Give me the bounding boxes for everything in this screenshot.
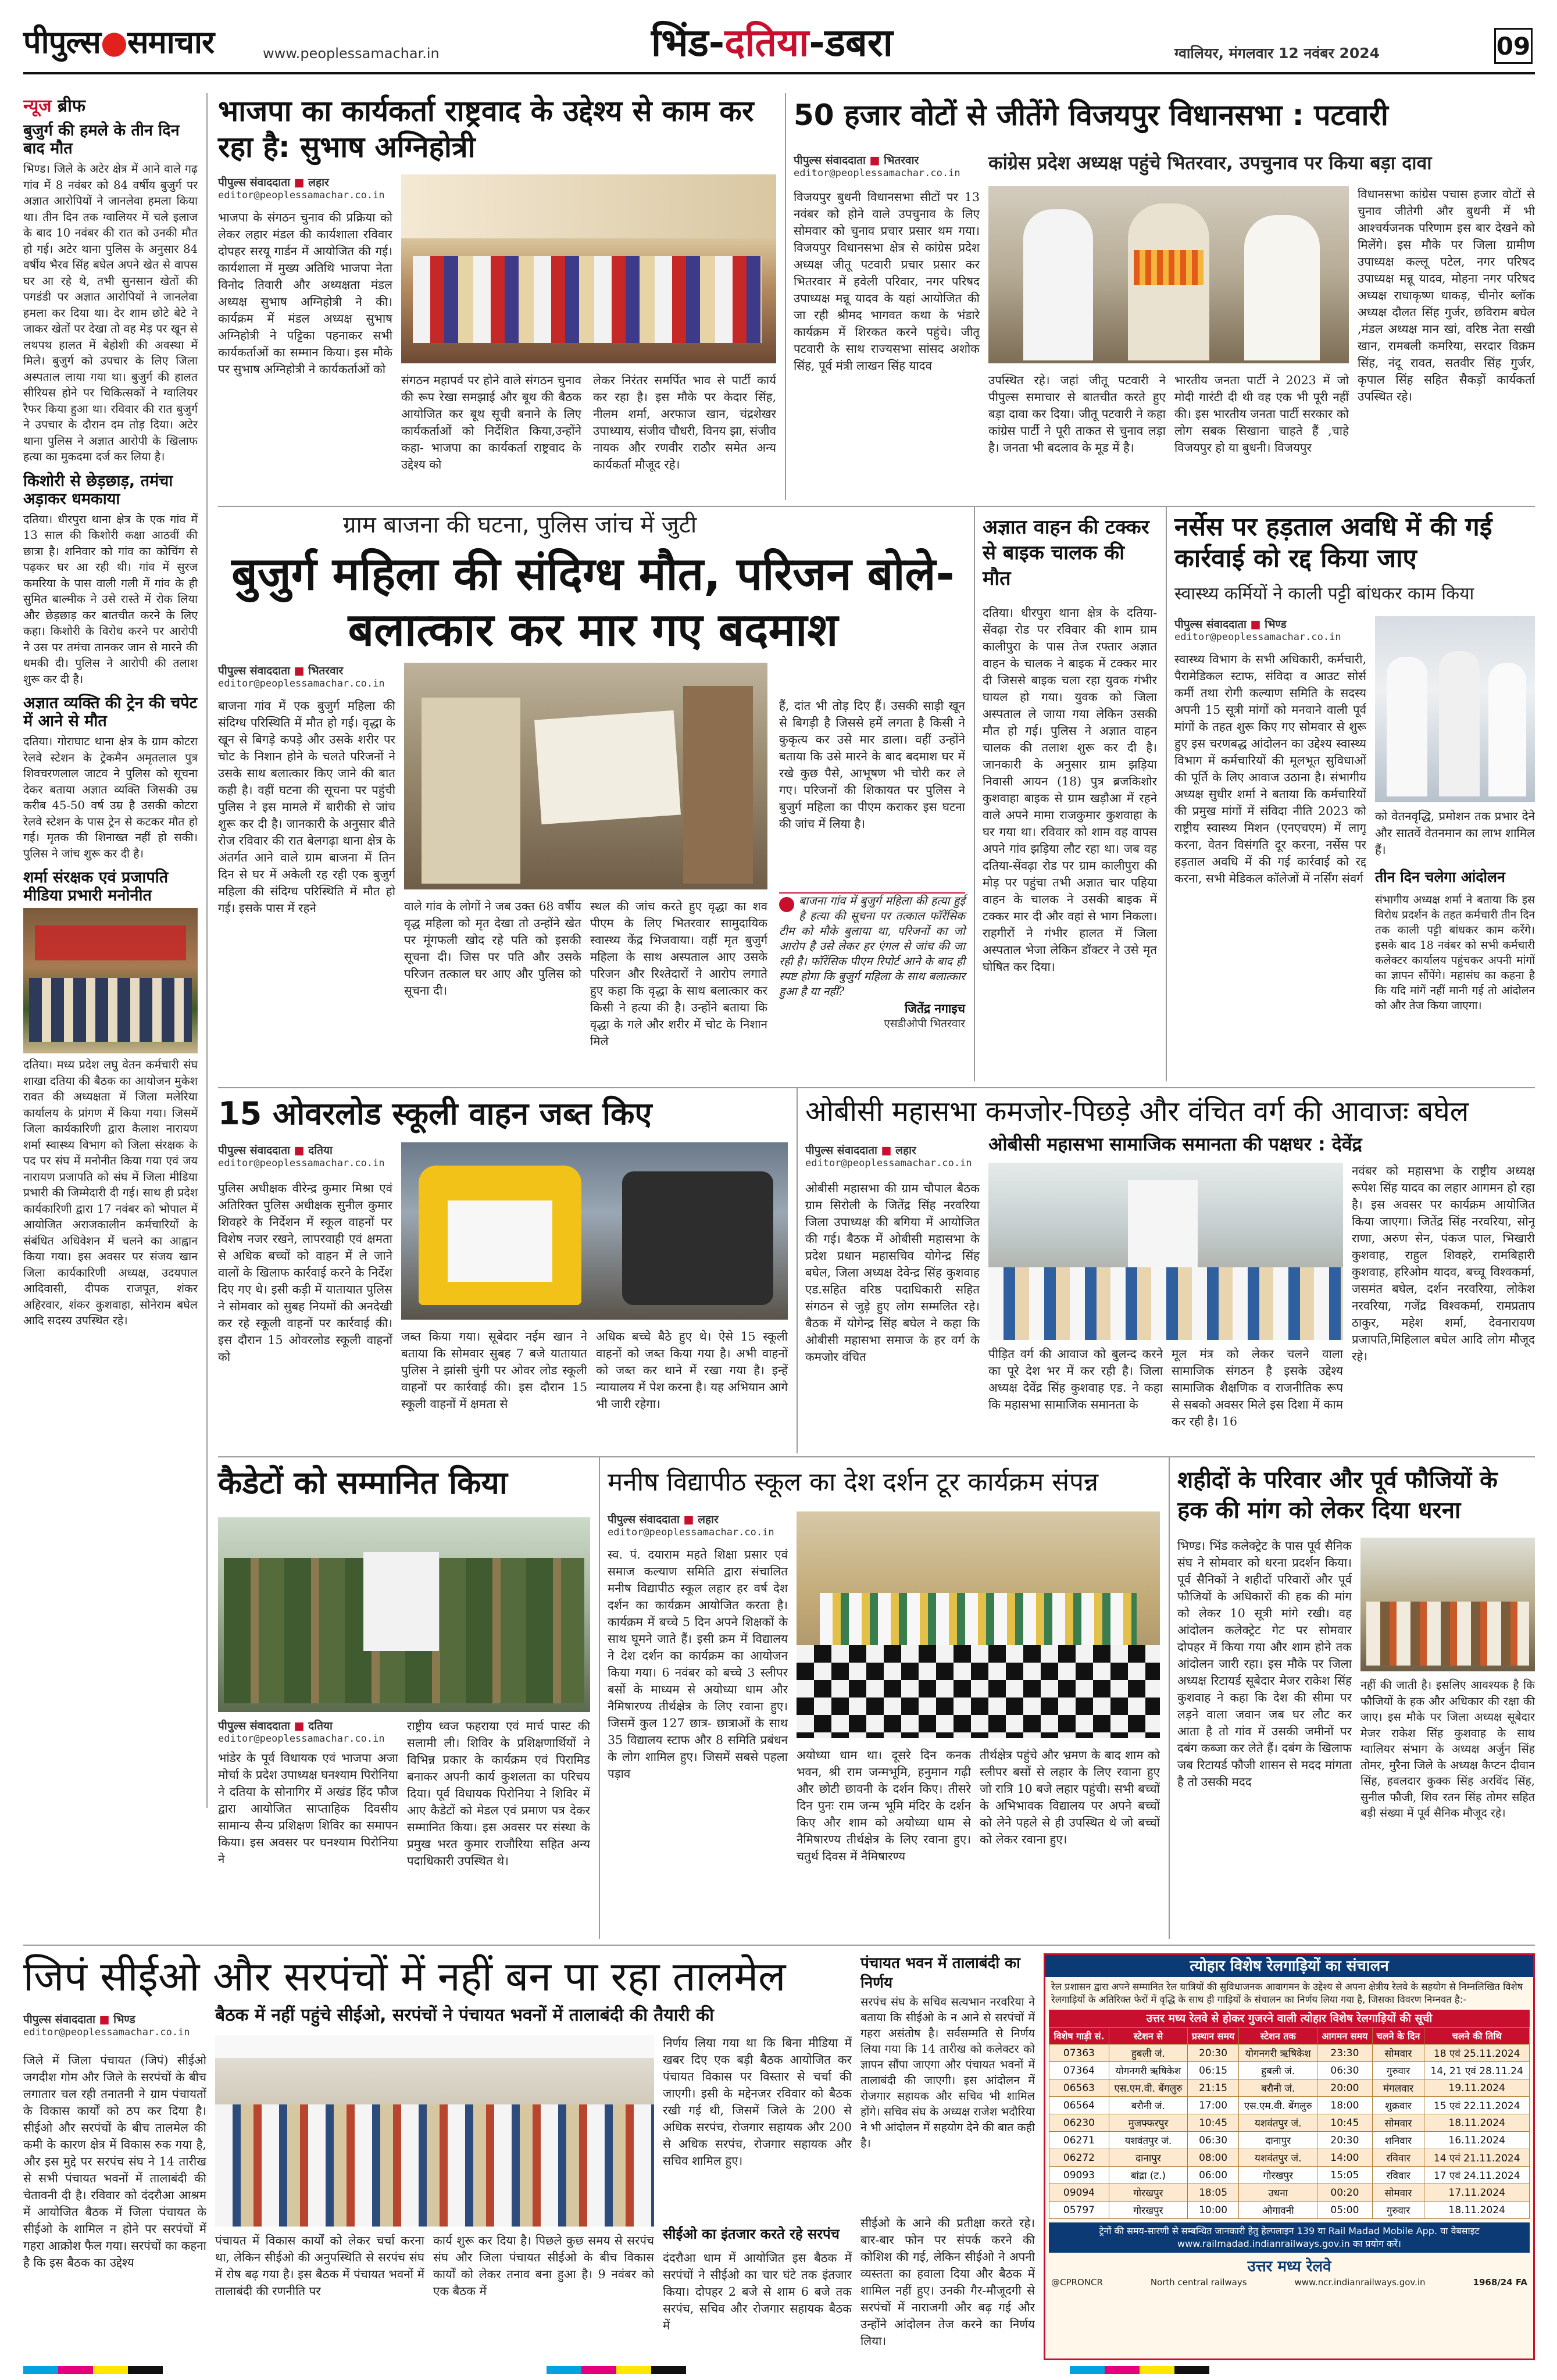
rail-col-train: विशेष गाड़ी सं. — [1049, 2028, 1109, 2045]
row2-rule — [218, 1087, 1535, 1088]
brand-dot-icon: ● — [100, 24, 127, 60]
brief-3-body: दतिया। गोराघाट थाना क्षेत्र के ग्राम कोटरा रेलवे स्टेशन के ट्रेकमैन अमृतलाल पुत्र शिवचरणलाल जाटव ने पुलिस को सूचना देकर बताया अज्ञात व्यक्ति जिसकी उम्र करीब 45-50 वर्ष उम्र है उसकी कोटरा रेलवे स्टेशन के पास ट्रेन से कटकर मौत हो गई। मृतक की शिनाख्त नहीं हो सकी। पुलिस ने जांच शुरू कर दी है। — [23, 735, 198, 860]
rail-cell: 06:30 — [1187, 2132, 1238, 2149]
brief-title-a: न्यूज — [23, 96, 52, 116]
rail-cell: 00:20 — [1317, 2184, 1372, 2202]
story4-body: दतिया। धीरपुरा थाना क्षेत्र के दतिया-सेंवढ़ा रोड पर रविवार की शाम ग्राम कालीपुरा के पास तेज रफ्तार अज्ञात वाहन के चालक ने बाइक में टक्कर मार दी जिससे बाइक चला रहा युवक गंभीर घायल हो गया। युवक को जिला अस्पताल ले जाया गया लेकिन उसकी मौत हो गई। पुलिस ने अज्ञात वाहन चालक की तलाश शुरू कर दी है। जानकारी के अनुसार ग्राम झड़िया निवासी आयन (18) पुत्र ब्रजकिशोर कुशवाहा बाइक से ग्राम खड़ौआ में रहने वाले अपने मामा राजकुमार कुशवाहा के घर गया था। रविवार को शाम वह वापस अपने गांव झड़िया लौट रहा था। जब वह दतिया-सेंवढ़ा रोड पर ग्राम कालीपुरा की मोड़ पर पहुंचा तभी अज्ञात चार पहिया वाहन के चालक ने उसकी बाइक में टक्कर मार दी और वहां से भाग निकला। राहगीरों ने गंभीर हालत में जिला अस्पताल भेजा लेकिन डॉक्टर ने उसे मृत घोषित कर दिया। — [983, 606, 1157, 974]
story7-byline — [805, 1142, 980, 1169]
section-title — [651, 21, 893, 65]
story5-email: editor@peoplessamachar.co.in — [1174, 631, 1341, 643]
story3-col1: बाजना गांव में एक बुजुर्ग महिला की संदिग्ध परिस्थिति में मौत हो गई। वृद्धा के खून से बिगड़े कपड़े और उसके शरीर पर चोट के निशान होने के चलते परिजनों ने उसके साथ बलात्कार किए जाने की बात कही है। वहीं घटना की सूचना पर पहुंची पुलिस ने इस मामले में बारीकी से जांच शुरू कर दी है। जानकारी के अनुसार बीते रोज रविवार की रात बेलगढ़ा थाना क्षेत्र के अंतर्गत आने वाले ग्राम बाजना में तिन दिन से घर में अकेली रह रही एक बुजुर्ग महिला की संदिग्ध परिस्थिति में मौत हो गई। इसके पास में रहने — [218, 699, 395, 915]
rail-cell: 18:05 — [1187, 2184, 1238, 2202]
rail-cell: 20:30 — [1187, 2045, 1238, 2062]
story6-col2: जब्त किया गया। सूबेदार नईम खान ने बताया कि सोमवार सुबह 7 बजे यातायात पुलिस ने झांसी चुंगी पर ओवर लोड स्कूली वाहनों पर कार्रवाई की। इस दौरान 15 स्कूली वाहनों में क्षमता से — [401, 1330, 587, 1411]
rail-ad-subtitle: उत्तर मध्य रेलवे से होकर गुजरने वाली त्योहार विशेष रेलगाड़ियों की सूची — [1049, 2010, 1530, 2027]
story3-reporter: पीपुल्स संवाददाता — [218, 664, 290, 677]
rail-cell: 06563 — [1049, 2079, 1109, 2097]
story1-rule — [785, 93, 786, 500]
rail-cell: दानापुर — [1109, 2149, 1187, 2167]
story2-reporter: पीपुल्स संवाददाता — [794, 154, 866, 167]
rail-cell: बांद्रा (ट.) — [1109, 2167, 1187, 2184]
rail-table-row — [1049, 2202, 1530, 2219]
story11-byline — [23, 2011, 206, 2038]
rail-cell: 06272 — [1049, 2149, 1109, 2167]
story6-col3: अधिक बच्चे बैठे हुए थे। ऐसे 15 स्कूली वाहनों को जब्त किया गया है। अभी वाहनों को जब्त कर थाने में रखा गया है। इन्हें न्यायालय में पेश करना है। यह अभियान आगे भी जारी रहेगा। — [596, 1330, 788, 1411]
story11-byline-text: पीपुल्स संवाददाता ■ भिण्ड — [23, 2013, 135, 2026]
story11-col5: दंदरौआ धाम में आयोजित इस बैठक में सरपंचों ने सीईओ का चार घंटे तक इंतजार किया। दोपहर 2 बजे से शाम 6 बजे तक सरपंच, सचिव और रोजगार सहायक बैठक में — [663, 2251, 852, 2332]
rail-table-body — [1049, 2045, 1530, 2219]
story9-col1: स्व. पं. दयाराम महते शिक्षा प्रसार एवं समाज कल्याण समिति द्वारा संचालित मनीष विद्यापीठ स्कूल लहार हर वर्ष देश दर्शन का कार्यक्रम आयोजित करता है। कार्यक्रम में बच्चे 5 दिन अपने शिक्षकों के साथ घूमने जाते हैं। इसी क्रम में विद्यालय ने देश दर्शन का कार्यक्रम का आयोजन किया गया। 6 नवंबर को बच्चे 3 स्लीपर बसों के माध्यम से अयोध्या धाम और नैमिषारण्य तीर्थक्षेत्र के लिए रवाना हुए। जिसमें कुल 127 छात्र- छात्राओं के साथ 35 विद्यालय स्टाफ और 8 समिति प्रबंधन के लोग शामिल हुए। जिसमें सबसे पहला पड़ाव — [608, 1548, 788, 1781]
rail-cell: एस.एम.वी. बेंगलुरु — [1109, 2079, 1187, 2097]
story8-reporter: पीपुल्स संवाददाता — [218, 1720, 290, 1732]
story6-byline — [218, 1142, 392, 1169]
rail-cell: गुरुवार — [1372, 2062, 1424, 2079]
story9-email: editor@peoplessamachar.co.in — [608, 1527, 774, 1538]
rail-cell: योगनगरी ऋषिकेश — [1239, 2045, 1317, 2062]
story9-reporter: पीपुल्स संवाददाता — [608, 1513, 680, 1526]
story11-col4: निर्णय लिया गया था कि बिना मीडिया में खबर दिए एक बड़ी बैठक आयोजित कर पंचायत विकास पर विस्तार से चर्चा की जाएगी। इसी के मद्देनजर रविवार को बैठक रखी गई थी, जिसमें जिले के 200 से अधिक सरपंच, रोजगार सहायक और 200 से अधिक सरपंच, रोजगार सहायक और सचिव शामिल हुए। — [663, 2036, 852, 2168]
story2-col3: भारतीय जनता पार्टी ने 2023 में जो मोदी गारंटी दी थी वह एक भी पूरी नहीं की। इस भारतीय जनता पार्टी सरकार को लोग सबक सिखाना चाहते हैं ,चाहे विजयपुर हो या बुधनी। विजयपुर — [1174, 373, 1349, 455]
story5-subheadline: स्वास्थ्य कर्मियों ने काली पट्टी बांधकर काम किया — [1174, 584, 1474, 604]
rail-cell: 10:45 — [1187, 2114, 1238, 2132]
page-number: 09 — [1494, 28, 1533, 64]
story1-email: editor@peoplessamachar.co.in — [218, 190, 385, 201]
story8-byline-text: पीपुल्स संवाददाता ■ दतिया — [218, 1720, 333, 1732]
story8-headline: कैडेटों को सम्मानित किया — [218, 1464, 508, 1501]
story6-rule — [797, 1087, 798, 1453]
rail-cell: 17:00 — [1187, 2097, 1238, 2114]
rail-table-row — [1049, 2097, 1530, 2114]
rail-cell: 10:00 — [1187, 2202, 1238, 2219]
rail-cell: 06:30 — [1317, 2062, 1372, 2079]
story8-col2: राष्ट्रीय ध्वज फहराया एवं मार्च पास्ट की सलामी ली। शिविर के प्रशिक्षणार्थियों ने विभिन्न प्रकार के कार्यक्रम एवं पिरामिड बनाकर अपनी कार्य कुशलता का परिचय दिया। पूर्व विधायक पिरोनिया ने शिविर में आए कैडेटों को मेडल एवं प्रमाण पत्र देकर सम्मानित किया। इस अवसर पर संस्था के प्रमुख भरत कुमार राजौरिया सहित अन्य पदाधिकारी उपस्थित थे। — [407, 1719, 590, 1868]
rail-cell: ओगावनी — [1239, 2202, 1317, 2219]
rail-cell: बरौनी जं. — [1109, 2097, 1187, 2114]
story6-byline-text: पीपुल्स संवाददाता ■ दतिया — [218, 1144, 333, 1157]
rail-cell: 06:15 — [1187, 2062, 1238, 2079]
rail-social-handle[interactable]: @CPRONCR — [1051, 2277, 1103, 2288]
story11-col6: सरपंच संघ के सचिव सत्यभान नरवरिया ने बताया कि सीईओ के न आने से सरपंचों में गहरा असंतोष है। सर्वसम्मति से निर्णय लिया गया कि 14 तारीख को कलेक्टर को ज्ञापन सौंपा जाएगा और पंचायत भवनों में तालाबंदी की जाएगी। इस आंदोलन में रोजगार सहायक और सचिव भी शामिल होंगे। सचिव संघ के अध्यक्ष राजेश भदौरिया ने भी आंदोलन में सहयोग देने की बात कही है। — [860, 1995, 1035, 2150]
rail-ad-footer: ट्रेनों की समय-सारणी से सम्बन्धित जानकारी हेतु हेल्पलाइन 139 या Rail Madad Mobile App. या वेबसाइट www.railmadad.indianrailways.gov.in का प्रयोग करें। — [1049, 2222, 1530, 2253]
story8-email: editor@peoplessamachar.co.in — [218, 1733, 385, 1745]
rail-cell: रविवार — [1372, 2149, 1424, 2167]
story5-col2: को वेतनवृद्धि, प्रमोशन तक प्रभार देने और सातवें वेतनमान का लाभ शामिल हैं। — [1375, 809, 1535, 857]
story7-subheadline: ओबीसी महासभा सामाजिक समानता की पक्षधर : देवेंद्र — [988, 1133, 1362, 1155]
rail-cell: 06230 — [1049, 2114, 1109, 2132]
story1-photo — [401, 174, 776, 363]
story7-reporter: पीपुल्स संवाददाता — [805, 1144, 877, 1157]
rail-cell: शनिवार — [1372, 2132, 1424, 2149]
story1-byline-text: पीपुल्स संवाददाता ■ लहार — [218, 176, 329, 189]
news-brief-column — [23, 93, 198, 1808]
rail-cell: 09093 — [1049, 2167, 1109, 2184]
row1-rule — [218, 506, 1535, 507]
rail-cell: गुरुवार — [1372, 2202, 1424, 2219]
rail-cell: 23:30 — [1317, 2045, 1372, 2062]
story8-place: दतिया — [308, 1720, 333, 1732]
rail-cell: 14, 21 एवं 28.11.24 — [1424, 2062, 1530, 2079]
section-b: दतिया — [724, 20, 809, 65]
rail-cell: हुबली जं. — [1109, 2045, 1187, 2062]
story3-quote-text: बाजना गांव में बुजुर्ग महिला की हत्या हुई है हत्या की सूचना पर तत्काल फॉरेंसिक टीम को मौके बुलाया था, परिजनों का जो आरोप है उसे लेकर हर एंगल से जांच की जा रही है। फॉरेंसिक पीएम रिपोर्ट आने के बाद ही स्पष्ट होगा कि बुजुर्ग महिला के साथ बलात्कार हुआ है या नहीं? — [779, 894, 965, 998]
rail-cell: 21:15 — [1187, 2079, 1238, 2097]
brief-2-body: दतिया। धीरपुरा थाना क्षेत्र के एक गांव में 13 साल की किशोरी कक्षा आठवीं की छात्रा है। शनिवार को गांव का कोचिंग से पढ़कर घर आ रही थी। गांव में सुरज कमरिया के पास वाली गली में गांव के ही सुमित बाल्मीक ने उसे रास्ते में रोक लिया और छेड़छाड़ कर बातचीत करने के लिए कहा। किशोरी के विरोध करने पर आरोपी ने उस पर तमंचा तानकर जान से मारने की धमकी दी। पुलिस ने आरोपी की तलाश शुरू कर दी है। — [23, 512, 198, 686]
story1-headline: भाजपा का कार्यकर्ता राष्ट्रवाद के उद्देश्य से काम कर रहा है: सुभाष अग्निहोत्री — [218, 94, 754, 164]
rail-table-row — [1049, 2184, 1530, 2202]
story2-byline-text: पीपुल्स संवाददाता ■ भितरवार — [794, 154, 919, 167]
story3-byline — [218, 663, 392, 689]
rail-cell: 09094 — [1049, 2184, 1109, 2202]
story3-rule — [974, 506, 975, 1081]
story3-col4: हैं, दांत भी तोड़ दिए हैं। उसकी साड़ी खून से बिगड़ी है जिससे हमें लगता है किसी ने कुकृत्य कर उसे मार डाला। वहीं उन्होंने बताया कि उसे मारने के बाद बदमाश घर में रखे कुछ पैसे, आभूषण भी चोरी कर ले गए। परिजनों की शिकायत पर पुलिस ने बुजुर्ग महिला का पीएम कराकर इस घटना की जांच में लिया है। — [779, 699, 965, 831]
rail-cell: शुक्रवार — [1372, 2097, 1424, 2114]
rail-table-row — [1049, 2114, 1530, 2132]
rail-cell: रविवार — [1372, 2167, 1424, 2184]
rail-table-row — [1049, 2062, 1530, 2079]
rail-cell: यशवंतपुर जं. — [1109, 2132, 1187, 2149]
rail-cell: 06271 — [1049, 2132, 1109, 2149]
row4-rule — [23, 1945, 1535, 1946]
story3-email: editor@peoplessamachar.co.in — [218, 678, 385, 689]
story1-col3: लेकर निरंतर समर्पित भाव से पार्टी कार्य कर रहा है। इस मौके पर केदार सिंह, नीलम शर्मा, अरफाज खान, चंद्रशेखर उपाध्याय, संजीव चौधरी, विनय झा, संजीव नायक और रणवीर राठौर समेत अन्य कार्यकर्ता मौजूद रहे। — [593, 373, 776, 471]
story6-place: दतिया — [308, 1144, 333, 1157]
brief-rule — [206, 93, 208, 1808]
masthead — [23, 16, 1535, 74]
rail-cell: 15:05 — [1317, 2167, 1372, 2184]
rail-ad-intro: रेल प्रशासन द्वारा अपने सम्मानित रेल यात्रियों की सुविधाजनक आवागमन के उद्देश्य से अपना क्षेत्रीय रेलवे के सहयोग से निम्नलिखित विशेष रेलगाड़ियों के अतिरिक्त फेरों में वृद्धि के साथ ही गाड़ियों के संचालन का निर्णय लिया गया है, जिसका विवरण निम्नवत है:- — [1051, 1981, 1523, 2005]
rail-col-to: स्टेशन तक — [1239, 2028, 1317, 2045]
rail-cell: हुबली जं. — [1239, 2062, 1317, 2079]
story5-place: भिण्ड — [1265, 618, 1287, 631]
story9-place: लहार — [698, 1513, 719, 1526]
brief-3-headline: अज्ञात व्यक्ति की ट्रेन की चपेट में आने से मौत — [23, 694, 198, 731]
rail-table-row — [1049, 2132, 1530, 2149]
brand-right: समाचार — [127, 24, 215, 60]
brief-4-photo — [23, 908, 198, 1053]
story10-body1: भिण्ड। भिंड कलेक्ट्रेट के पास पूर्व सैनिक संघ ने सोमवार को धरना प्रदर्शन किया। पूर्व सैनिकों ने शहीदों परिवारों और पूर्व फौजियों के अधिकारों की हक की मांग को लेकर 10 सूत्री मांगे रखी। वह आंदोलन कलेक्ट्रेट गेट पर सोमवार दोपहर में किया गया और शाम होने तक आंदोलन जारी रहा। इस मौके पर जिला अध्यक्ष रिटायर्ड सूबेदार मेजर राकेश सिंह कुशवाह ने कहा कि देश की सीमा पर लड़ने वाला जवान जब घर लौट कर आता है तो गांव में उसकी जमीनों पर दबंग कब्जा कर लेते हैं। दबंग के खिलाफ जब रिटायर्ड फौजी शासन से मदद मांगता है तो उसकी मदद — [1177, 1539, 1352, 1789]
rail-cell: उधना — [1239, 2184, 1317, 2202]
rail-cell: 18:00 — [1317, 2097, 1372, 2114]
rail-cell: 18 एवं 25.11.2024 — [1424, 2045, 1530, 2062]
story2-headline: 50 हजार वोटों से जीतेंगे विजयपुर विधानसभा : पटवारी — [794, 98, 1388, 132]
dateline: ग्वालियर, मंगलवार 12 नवंबर 2024 — [1174, 45, 1380, 62]
rail-cell: 14 एवं 21.11.2024 — [1424, 2149, 1530, 2167]
section-a: भिंड- — [651, 20, 725, 65]
rail-cell: 20:00 — [1317, 2079, 1372, 2097]
story11-col1: जिले में जिला पंचायत (जिपं) सीईओ जगदीश गोम और जिले के सरपंचों के बीच लगातार चल रही तनातनी ने ग्राम पंचायतों के विकास कार्यों को ठप कर दिया है। सीईओ और सरपंचों के बीच तालमेल की कमी के कारण क्षेत्र में विकास रुक गया है, और इस मुद्दे पर सरपंच संघ ने 14 तारीख से सभी पंचायत भवनों में तालाबंदी की चेतावनी दी है। रविवार को दंदरौआ आश्रम में आयोजित बैठक में जिला पंचायत के सीईओ के शामिल न होने पर सरपंचों में गहरा आक्रोश फैल गया। सरपंचों का कहना है कि इस बैठक का उद्देश्य — [23, 2053, 206, 2270]
rail-cell: 06564 — [1049, 2097, 1109, 2114]
story1-place: लहार — [308, 176, 329, 189]
rail-cell: 14:00 — [1317, 2149, 1372, 2167]
rail-cell: गोरखपुर — [1109, 2202, 1187, 2219]
story2-col4: विधानसभा कांग्रेस पचास हजार वोटों से चुनाव जीतेगी और बुधनी में भी आश्चर्यजनक परिणाम इस बार देखने को मिलेंगे। इस मौके पर जिला ग्रामीण उपाध्यक्ष कल्लू पटेल, नगर परिषद उपाध्यक्ष मन्नू यादव, मोहना नगर परिषद अध्यक्ष राधाकृष्ण धाकड़, चीनोर ब्लॉक अध्यक्ष दौलत सिंह गुर्जर, छविराम बघेल ,मंडल अध्यक्ष मान खां, वरिष्ठ नेता सखी खान, रामबली कमरिया, सरदार विक्रम सिंह, नंदू रावत, सतवीर सिंह गुर्जर, कृपाल सिंह सहित सैकड़ों कार्यकर्ता उपस्थित रहे। — [1358, 187, 1535, 403]
story10-body2: नहीं की जाती है। इसलिए आवश्यक है कि फौजियों के हक और अधिकार की रक्षा की जाए। इस मौके पर जिला अध्यक्ष सूबेदार मेजर राकेश सिंह कुशवाह के साथ ग्वालियर संभाग के अध्यक्ष अर्जुन सिंह तोमर, मुरैना जिले के अध्यक्ष कैप्टन दीवान सिंह, हवलदार कुक्क सिंह अरविंद सिंह, सुनील फौजी, शिव रतन सिंह तोमर सहित बड़ी संख्या में पूर्व सैनिक मौजूद रहे। — [1360, 1678, 1535, 1820]
story7-email: editor@peoplessamachar.co.in — [805, 1157, 972, 1169]
rail-cell: 07364 — [1049, 2062, 1109, 2079]
brief-1-headline: बुजुर्ग की हमले के तीन दिन बाद मौत — [23, 121, 180, 158]
story8-photo — [218, 1517, 590, 1712]
rail-table-row — [1049, 2149, 1530, 2167]
story9-col2: अयोध्या धाम था। दूसरे दिन कनक भवन, श्री राम जन्मभूमि, हनुमान गढ़ी और छोटी छावनी के दर्शन किए। तीसरे दिन पुनः राम जन्म भूमि मंदिर के दर्शन किए और शाम को अयोध्या धाम से नैमिषारण्य तीर्थक्षेत्र के लिए रवाना हुए। चतुर्थ दिवस में नैमिषारण्य — [797, 1748, 971, 1863]
story5-subhead: तीन दिन चलेगा आंदोलन — [1375, 869, 1505, 885]
story7-photo — [988, 1163, 1343, 1340]
rail-ad-title: त्योहार विशेष रेलगाड़ियों का संचालन — [1045, 1955, 1533, 1977]
story9-rule — [1169, 1456, 1170, 1939]
story6-reporter: पीपुल्स संवाददाता — [218, 1144, 290, 1157]
rail-ad-code: 1968/24 FA — [1473, 2277, 1527, 2288]
story3-col2: वाले गांव के लोगों ने जब उक्त 68 वर्षीय वृद्ध महिला को मृत देखा तो उन्होंने खेत पर मूंगफली खोद रहे पति को इसकी सूचना दी। जिस पर पति और उसके परिजन तत्काल घर आए और पुलिस को सूचना दी। — [404, 899, 581, 998]
story6-email: editor@peoplessamachar.co.in — [218, 1157, 385, 1169]
rail-cell: 07363 — [1049, 2045, 1109, 2062]
story2-subheadline: कांग्रेस प्रदेश अध्यक्ष पहुंचे भितरवार, उपचुनाव पर किया बड़ा दावा — [988, 152, 1432, 174]
rail-cell: योगनगरी ऋषिकेश — [1109, 2062, 1187, 2079]
story7-col4: नवंबर को महासभा के राष्ट्रीय अध्यक्ष रूपेश सिंह यादव का लहार आगमन हो रहा है। इस अवसर पर कार्यक्रम आयोजित किया जाएगा। जितेंद्र सिंह नरवरिया, सोनू राणा, अरुण सेन, पंकज पाल, भिखारी कुशवाह, राहुल शिवहरे, रामबिहारी कुशवाह, हरिओम यादव, बच्चू विश्वकर्मा, जसमंत बघेल, दर्शन नरवरिया, लोकेश नरवरिया, गजेंद्र विश्वकर्मा, रामप्रताप ठाकुर, महेश शर्मा, देवनारायण प्रजापति,मिहिलाल बघेल आदि लोग मौजूद रहे। — [1352, 1164, 1535, 1363]
story7-col2: पीड़ित वर्ग की आवाज को बुलन्द करने का पूरे देश भर में कर रही है। जिला अध्यक्ष देवेंद्र सिंह कुशवाह एड. ने कहा कि महासभा सामाजिक समानता के — [988, 1347, 1163, 1411]
story11-place: भिण्ड — [113, 2013, 135, 2026]
rail-cell: 08:00 — [1187, 2149, 1238, 2167]
story2-byline — [794, 152, 980, 179]
story3-quote-title: एसडीओपी भितरवार — [884, 1017, 965, 1031]
story11-subhead1: सीईओ का इंतजार करते रहे सरपंच — [663, 2226, 840, 2242]
story3-headline: बुजुर्ग महिला की संदिग्ध मौत, परिजन बोले-बलात्कार कर मार गए बदमाश — [231, 548, 955, 656]
story11-col2: पंचायत में विकास कार्यों को लेकर चर्चा करना था, लेकिन सीईओ की अनुपस्थिति से सरपंच संघ में रोष बढ़ गया है। इस बैठक में पंचायत भवनों में तालाबंदी की रणनीति पर — [215, 2234, 424, 2298]
story11-reporter: पीपुल्स संवाददाता — [23, 2013, 95, 2026]
rail-cell: सोमवार — [1372, 2045, 1424, 2062]
rail-cell: 10:45 — [1317, 2114, 1372, 2132]
story6-photo — [401, 1142, 788, 1320]
rail-ad — [1044, 1953, 1535, 2360]
rail-cell: 05797 — [1049, 2202, 1109, 2219]
story1-col2: संगठन महापर्व पर होने वाले संगठन चुनाव की रूप रेखा समझाई और बूथ की बैठक आयोजित कर बूथ सूची बनाने के लिए कार्यकर्ताओं को निर्देशित किया,उन्होंने कहा- भाजपा का कार्यकर्ता राष्ट्रवाद के उद्देश्य को — [401, 373, 581, 471]
rail-table-row — [1049, 2167, 1530, 2184]
brief-2-headline: किशोरी से छेड़छाड़, तमंचा अड़ाकर धमकाया — [23, 471, 173, 508]
story7-byline-text: पीपुल्स संवाददाता ■ लहार — [805, 1144, 916, 1157]
rail-col-dates: चलने की तिथि — [1424, 2028, 1530, 2045]
rail-cell: 17 एवं 24.11.2024 — [1424, 2167, 1530, 2184]
story2-photo — [988, 186, 1349, 363]
story3-col3: स्थल की जांच करते हुए वृद्धा का शव पीएम के लिए भितरवार सामुदायिक स्वास्थ्य केंद्र भिजवाया। वहीं मृत बुजुर्ग महिला के साथ अस्पताल आए उसके परिजन और रिश्तेदारों ने आरोप लगाते हुए कहा कि वृद्धा के साथ बलात्कार कर किसी ने हत्या की है। उन्होंने बताया कि वृद्धा के गले और शरीर में चोट के निशान मिले — [590, 899, 767, 1048]
story2-email: editor@peoplessamachar.co.in — [794, 167, 960, 179]
story5-photo — [1375, 616, 1535, 802]
story2-col2: उपस्थित रहे। जहां जीतू पटवारी ने पीपुल्स समाचार से बातचीत करते हुए बड़ा दावा कर दिया। जीतू पटवारी ने कहा कांग्रेस पार्टी ने पूरी ताकत से चुनाव लड़ा है। जनता भी बदलाव के मूड में है। — [988, 373, 1166, 455]
brief-4-body: दतिया। मध्य प्रदेश लघु वेतन कर्मचारी संघ शाखा दतिया की बैठक का आयोजन मुकेश रावत की अध्यक्षता में जिला मलेरिया कार्यालय के प्रांगण में किया गया। जिसमें जिला कार्यकारिणी द्वारा कैलाश नारायण शर्मा स्वास्थ्य विभाग को जिला संरक्षक के पद पर संघ में मनोनीत किया गया एवं जय नारायण प्रजापति को संघ में जिला मीडिया प्रभारी की जिम्मेदारी दी गई। साथ ही प्रदेश कार्यकारिणी द्वारा 17 नवंबर को भोपाल में आयोजित अराजकालीन कर्मचारियों के संबंधित अधिवेशन में चलने का आह्वान किया गया। इस अवसर पर संजय खान जिला कार्यकारिणी अध्यक्ष, उदयपाल आदिवासी, दीपक राजपूत, शंकर अहिरवार, शंकर कुशवाहा, सोनेराम बघेल आदि सदस्य उपस्थित रहे। — [23, 1058, 198, 1328]
section-c: -डबरा — [809, 20, 893, 65]
story3-photo — [404, 663, 767, 889]
brief-1-body: भिण्ड। जिले के अटेर क्षेत्र में आने वाले गढ़ गांव में 8 नवंबर को 84 वर्षीय बुजुर्ग पर अज्ञात आरोपियों ने जानलेवा हमला किया था। तीन दिन तक ग्वालियर में चले इलाज के बाद 10 नवंबर की रात को उनकी मौत हो गई। अटेर थाना पुलिस के अनुसार 84 वर्षीय भैरव सिंह बघेल अपने खेत से वापस घर आ रहे थे, तभी सुनसान खेतों की पगडंडी पर अज्ञात आरोपियों ने जानलेवा हमला कर दिया था। देर शाम छोटे बेटे ने जाकर खेतों पर देखा तो वह मेड़ पर खून से लथपथ हालत में बेहोशी की अवस्था में मिले। बुजुर्ग को उपचार के लिए जिला अस्पताल लाया गया था। बुजुर्ग की हालत सीरियस होने पर चिकित्सकों ने ग्वालियर रैफर किया हुआ था। रविवार की रात बुजुर्ग ने उपचार के दौरान दम तोड़ दिया। अटेर थाना पुलिस ने अज्ञात आरोपी के खिलाफ हत्या का मुकदमा दर्ज कर लिया है। — [23, 162, 198, 464]
story9-byline — [608, 1511, 788, 1538]
story4-rule — [1166, 506, 1167, 1081]
rail-cell: 18.11.2024 — [1424, 2202, 1530, 2219]
print-registration-bar — [23, 2366, 1535, 2374]
rail-cell: 16.11.2024 — [1424, 2132, 1530, 2149]
rail-website[interactable]: www.ncr.indianrailways.gov.in — [1294, 2277, 1426, 2288]
story11-subheadline: बैठक में नहीं पहुंचे सीईओ, सरपंचों ने पंचायत भवनों में तालाबंदी की तैयारी की — [215, 2005, 714, 2025]
story5-reporter: पीपुल्स संवाददाता — [1174, 618, 1247, 631]
rail-cell: सोमवार — [1372, 2114, 1424, 2132]
story8-col1: भांडेर के पूर्व विधायक एवं भाजपा अजा मोर्चा के प्रदेश उपाध्यक्ष घनश्याम पिरोनिया ने दतिया के सोनागिर में अखंड हिंद फौज द्वारा आयोजित साप्ताहिक दिवसीय सामान्य सैन्य प्रशिक्षण शिविर का समापन किया। इस अवसर पर घनश्याम पिरोनिया ने — [218, 1751, 398, 1866]
story3-place: भितरवार — [308, 664, 344, 677]
rail-cell: यशवंतपुर जं. — [1239, 2149, 1317, 2167]
story8-byline — [218, 1718, 398, 1745]
rail-cell: गोरखपुर — [1239, 2167, 1317, 2184]
rail-ad-brand: उत्तर मध्य रेलवे — [1247, 2258, 1331, 2275]
story9-photo — [797, 1511, 1160, 1738]
rail-facebook[interactable]: North central railways — [1150, 2277, 1247, 2288]
story5-col1: स्वास्थ्य विभाग के सभी अधिकारी, कर्मचारी, पैरामेडिकल स्टाफ, संविदा व आउट सोर्स कर्मी तथा रोगी कल्याण समिति के सदस्य अपनी 15 सूत्री मांगों को मनवाने वाली पूर्व मांगों के तहत शुरू किए गए सोमवार से शुरू हुए इस चरणबद्ध आंदोलन का उद्देश्य स्वास्थ्य विभाग में कर्मचारियों की मूलभूत सुविधाओं की पूर्ति के लिए आवाज उठाना है। संभागीय अध्यक्ष सुधीर शर्मा ने बताया कि कर्मचारियों की प्रमुख मांगों में संविदा नीति 2023 को राष्ट्रीय स्वास्थ्य मिशन (एनएचएम) में लागू करना, वेतन विसंगति दूर करना, नर्सेस पर हड़ताल अवधि में की गई कार्रवाई को रद्द करना, सभी मेडिकल कॉलेजों में नर्सिंग संवर्ग — [1174, 652, 1366, 885]
story11-email: editor@peoplessamachar.co.in — [23, 2027, 190, 2038]
rail-table-row — [1049, 2045, 1530, 2062]
rail-cell: गोरखपुर — [1109, 2184, 1187, 2202]
story6-col1: पुलिस अधीक्षक वीरेन्द्र कुमार मिश्रा एवं अतिरिक्त पुलिस अधीक्षक सुनील कुमार शिवहरे के निर्देशन में स्कूल वाहनों पर विशेष नजर रखने, लापरवाही एवं क्षमता से अधिक बच्चों को वाहन में ले जाने वालों के खिलाफ कार्रवाई करने के निर्देश दिए गए थे। इसी कड़ी में यातायात पुलिस ने सोमवार को सुबह नियमों की अनदेखी कर रहे स्कूली वाहनों पर कार्रवाई की। इस दौरान 15 ओवरलोड स्कूली वाहनों को — [218, 1181, 392, 1364]
story9-headline: मनीष विद्यापीठ स्कूल का देश दर्शन टूर कार्यक्रम संपन्न — [608, 1467, 1099, 1497]
rail-cell: सोमवार — [1372, 2184, 1424, 2202]
rail-cell: 17.11.2024 — [1424, 2184, 1530, 2202]
brand-left: पीपुल्स — [23, 24, 101, 60]
row3-rule — [218, 1456, 1535, 1457]
rail-col-from: स्टेशन से — [1109, 2028, 1187, 2045]
rail-cell: यशवंतपुर जं. — [1239, 2114, 1317, 2132]
rail-cell: मंगलवार — [1372, 2079, 1424, 2097]
rail-cell: 15 एवं 22.11.2024 — [1424, 2097, 1530, 2114]
story11-col7: सीईओ के आने की प्रतीक्षा करते रहे। बार-बार फोन पर संपर्क करने की कोशिश की गई, लेकिन सीईओ ने अपनी व्यस्तता का हवाला दिया और बैठक में शामिल नहीं हुए। उनकी गैर-मौजूदगी से सरपंचों में नाराजगी और बढ़ गई और उन्होंने आंदोलन तेज करने का निर्णय लिया। — [860, 2216, 1035, 2348]
story11-col3: कार्य शुरू कर दिया है। पिछले कुछ समय से सरपंच संघ और जिला पंचायत सीईओ के बीच विकास कार्यों को लेकर तनाव बना हुआ है। 9 नवंबर को एक बैठक में — [433, 2234, 654, 2298]
story5-byline — [1174, 616, 1366, 643]
rail-cell: दानापुर — [1239, 2132, 1317, 2149]
rail-table-header — [1049, 2028, 1530, 2045]
story2-place: भितरवार — [884, 154, 919, 167]
rail-table-wrap — [1045, 2027, 1533, 2219]
story3-quote — [779, 892, 965, 1078]
story9-col3: तीर्थक्षेत्र पहुंचे और भ्रमण के बाद शाम को स्लीपर बसों से लहार के लिए रवाना हुए जो रात्रि 10 बजे लहार पहुंची। सभी बच्चों के अभिभावक विद्यालय पर अपने बच्चों को लेने पहले से ही उपस्थित थे जो बच्चों को लेकर रवाना हुए। — [980, 1748, 1160, 1846]
quote-icon — [779, 897, 794, 912]
rail-col-dep: प्रस्थान समय — [1187, 2028, 1238, 2045]
story4-headline: अज्ञात वाहन की टक्कर से बाइक चालक की मौत — [983, 516, 1149, 590]
rail-cell: 06:00 — [1187, 2167, 1238, 2184]
story7-headline: ओबीसी महासभा कमजोर-पिछड़े और वंचित वर्ग की आवाजः बघेल — [805, 1095, 1469, 1128]
brief-4-headline: शर्मा संरक्षक एवं प्रजापति मीडिया प्रभारी मनोनीत — [23, 869, 169, 905]
website-url: www.peoplessamachar.in — [263, 45, 440, 62]
story2-col1: विजयपुर बुधनी विधानसभा सीटों पर 13 नवंबर को होने वाले उपचुनाव के लिए सोमवार को चुनाव प्रचार प्रसार थम गया। विजयपुर विधानसभा क्षेत्र से कांग्रेस प्रदेश अध्यक्ष जीतू पटवारी प्रचार प्रसार कर भितरवार में हवेली परिवार, नगर परिषद उपाध्यक्ष मन्नू यादव के यहां आयोजित की जा रही श्रीमद भागवत कथा के भंडारे कार्यक्रम में शिरकत करने पहुंचे। जीतू पटवारी के साथ राज्यसभा सांसद अशोक सिंह, पूर्व मंत्री लाखन सिंह यादव — [794, 190, 980, 373]
story5-byline-text: पीपुल्स संवाददाता ■ भिण्ड — [1174, 618, 1287, 631]
story6-headline: 15 ओवरलोड स्कूली वाहन जब्त किए — [218, 1095, 652, 1132]
story11-subhead2: पंचायत भवन में तालाबंदी का निर्णय — [860, 1954, 1020, 1992]
rail-cell: 05:00 — [1317, 2202, 1372, 2219]
brief-title — [23, 93, 198, 117]
story3-byline-text: पीपुल्स संवाददाता ■ भितरवार — [218, 664, 344, 677]
rail-cell: 18.11.2024 — [1424, 2114, 1530, 2132]
story11-headline: जिपं सीईओ और सरपंचों में नहीं बन पा रहा तालमेल — [23, 1953, 786, 2000]
rail-table-row — [1049, 2079, 1530, 2097]
rail-col-arr: आगमन समय — [1317, 2028, 1372, 2045]
rail-cell: बरौनी जं. — [1239, 2079, 1317, 2097]
story7-col3: मूल मंत्र को लेकर चलने वाला सामाजिक संगठन है इसके उद्देश्य सामाजिक शैक्षणिक व राजनीतिक रूप से सबको अवसर मिले इस दिशा में काम कर रही है। 16 — [1172, 1347, 1343, 1428]
story10-headline: शहीदों के परिवार और पूर्व फौजियों के हक की मांग को लेकर दिया धरना — [1177, 1467, 1498, 1524]
brief-title-b: ब्रीफ — [57, 96, 85, 116]
story8-rule — [599, 1456, 600, 1939]
story1-col1: भाजपा के संगठन चुनाव की प्रक्रिया को लेकर लहार मंडल की कार्यशाला रविवार दोपहर सरयू गार्डन में आयोजित की गई। कार्यशाला में मुख्य अतिथि भाजपा नेता विनोद तिवारी और अध्यक्षता मंडल अध्यक्ष सुभाष अग्निहोत्री ने की। कार्यक्रम में मंडल अध्यक्ष सुभाष अग्निहोत्री ने पट्टिका पहनाकर सभी कार्यकर्ताओं का सम्मान किया। इस मौके पर सुभाष अग्निहोत्री ने कार्यकर्ताओं को — [218, 210, 392, 376]
rail-cell: 20:30 — [1317, 2132, 1372, 2149]
rail-ad-social — [1045, 2276, 1533, 2289]
story5-headline: नर्सेस पर हड़ताल अवधि में की गई कार्रवाई को रद्द किया जाए — [1174, 512, 1492, 573]
story11-photo — [215, 2035, 654, 2227]
story7-col1: ओबीसी महासभा की ग्राम चौपाल बैठक ग्राम सिरोली के जितेंद्र सिंह नरवरिया जिला उपाध्यक्ष की बगिया में आयोजित की गई। बैठक में ओबीसी महासभा के प्रदेश प्रधान महासचिव योगेन्द्र सिंह बघेल, जिला अध्यक्ष देवेन्द्र सिंह कुशवाह एड.सहित वरिष्ठ पदाधिकारी सहित संगठन से जुड़े हुए लोग सम्मलित रहे। बैठक में योगेन्द्र सिंह बघेल ने कहा कि ओबीसी महासभा समाज के हर वर्ग के कमजोर वंचित — [805, 1181, 980, 1364]
story1-reporter: पीपुल्स संवाददाता — [218, 176, 290, 189]
rail-cell: एस.एम.वी. बेंगलुरु — [1239, 2097, 1317, 2114]
rail-cell: मुजफ्फरपुर — [1109, 2114, 1187, 2132]
story9-byline-text: पीपुल्स संवाददाता ■ लहार — [608, 1513, 719, 1526]
story5-col3: संभागीय अध्यक्ष शर्मा ने बताया कि इस विरोध प्रदर्शन के तहत कर्मचारी तीन दिन तक काली पट्टी बांधकर काम करेंगे। इसके बाद 18 नवंबर को सभी कर्मचारी कलेक्टर कार्यालय पहुंचकर अपनी मांगों का ज्ञापन सौंपेंगे। महासंघ का कहना है कि यदि मांगें नहीं मानी गई तो आंदोलन को और तेज किया जाएगा। — [1375, 894, 1535, 1012]
story3-quote-name: जितेंद्र नगाइच — [904, 1002, 965, 1016]
rail-col-days: चलने के दिन — [1372, 2028, 1424, 2045]
story1-byline — [218, 174, 392, 201]
rail-table — [1049, 2027, 1530, 2219]
story10-photo — [1360, 1538, 1535, 1671]
rail-cell: 19.11.2024 — [1424, 2079, 1530, 2097]
story3-kicker: ग्राम बाजना की घटना, पुलिस जांच में जुटी — [343, 512, 697, 538]
story7-place: लहार — [895, 1144, 916, 1157]
brand-logo — [23, 24, 214, 60]
